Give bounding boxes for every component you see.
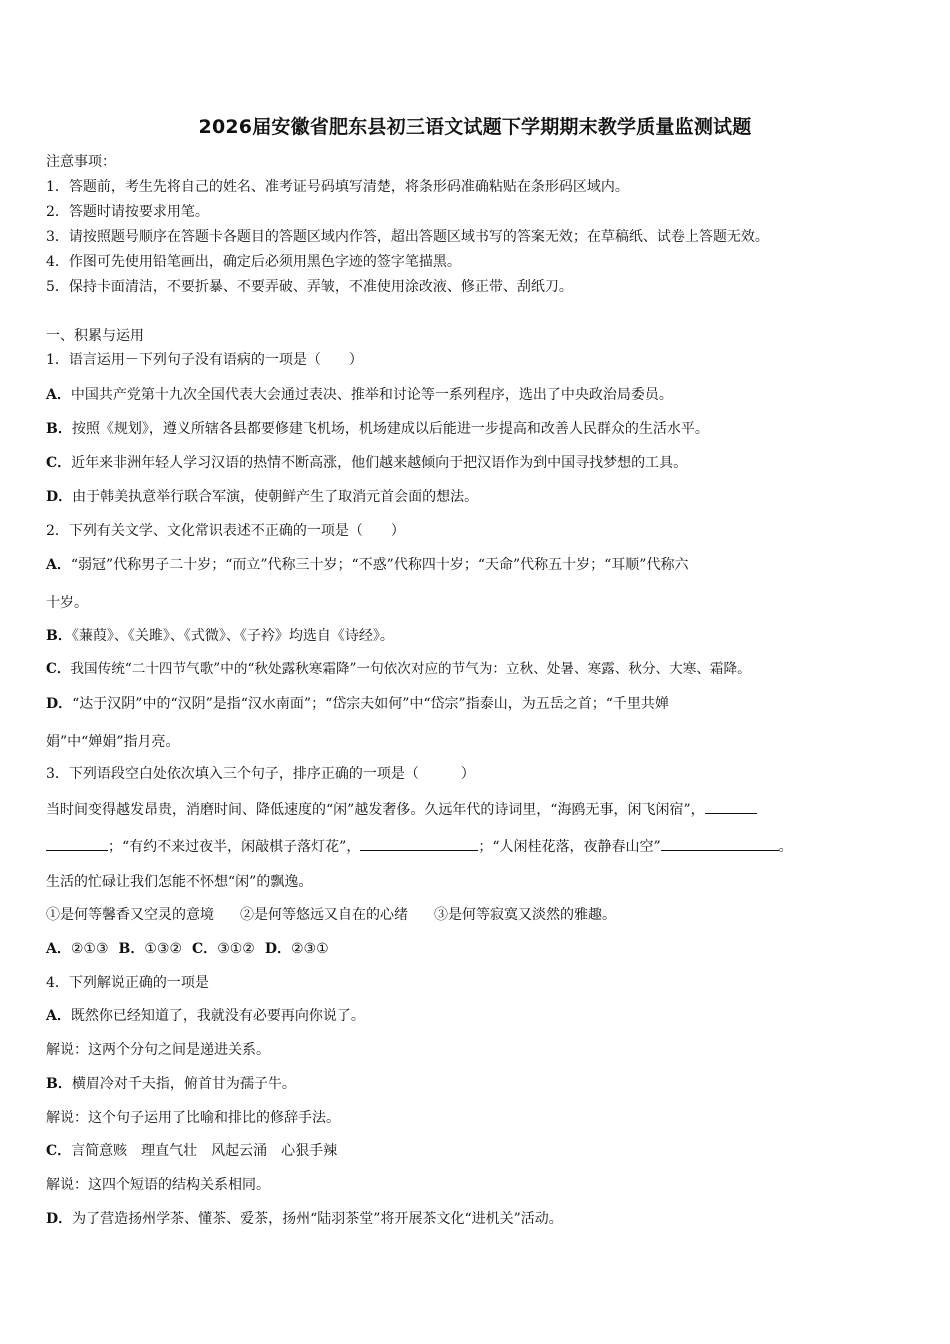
q4-note-c: 解说：这四个短语的结构关系相同。	[46, 1177, 270, 1193]
option-label: B．	[46, 628, 72, 644]
fill-blank	[360, 836, 478, 851]
option-label: C．	[192, 941, 218, 957]
q4-option-b	[46, 1075, 296, 1093]
notice-item: 1．答题前，考生先将自己的姓名、准考证号码填写清楚，将条形码准确粘贴在条形码区域内。	[46, 179, 629, 195]
q3-passage-line: 生活的忙碌让我们怎能不怀想“闲”的飘逸。	[46, 874, 313, 890]
fill-blank	[661, 836, 779, 851]
q1-option-a	[46, 386, 673, 404]
q4-option-a	[46, 1007, 365, 1025]
page-title: 2026届安徽省肥东县初三语文试题下学期期末教学质量监测试题	[198, 116, 752, 138]
q4-note-a: 解说：这两个分句之间是递进关系。	[46, 1042, 270, 1058]
q1-option-c	[46, 454, 687, 472]
q2-option-a-cont: 十岁。	[46, 595, 88, 611]
question-2-stem: 2．下列有关文学、文化常识表述不正确的一项是（ ）	[46, 523, 405, 539]
option-label: C．	[46, 661, 71, 677]
question-1-stem: 1．语言运用－下列句子没有语病的一项是（ ）	[46, 352, 363, 368]
option-label: C．	[46, 455, 72, 471]
option-label: A．	[46, 387, 71, 403]
option-text: ①③②	[144, 941, 183, 957]
option-label: D．	[264, 941, 291, 957]
option-text: 横眉冷对千夫指，俯首甘为孺子牛。	[71, 1076, 296, 1092]
option-label: B．	[46, 421, 72, 437]
option-text: “达于汉阴”中的“汉阴”是指“汉水南面”；“岱宗夫如何”中“岱宗”指泰山，为五岳之首；“千里共婵	[72, 696, 669, 712]
q4-option-d	[46, 1210, 563, 1228]
answer-choice	[192, 941, 255, 957]
q4-note-b: 解说：这个句子运用了比喻和排比的修辞手法。	[46, 1110, 340, 1126]
option-text: ③①②	[217, 941, 255, 957]
option-text: 近年来非洲年轻人学习汉语的热情不断高涨，他们越来越倾向于把汉语作为到中国寻找梦想的工具。	[71, 455, 688, 471]
notice-item: 4．作图可先使用铅笔画出，确定后必须用黑色字迹的签字笔描黑。	[46, 254, 461, 270]
sentence-option: ①是何等馨香又空灵的意境	[46, 907, 214, 923]
fill-blank	[705, 799, 757, 814]
option-label: A．	[46, 557, 71, 573]
option-text: 既然你已经知道了，我就没有必要再向你说了。	[70, 1008, 365, 1024]
q4-option-c	[46, 1142, 337, 1160]
option-label: B．	[46, 1076, 72, 1092]
option-label: B．	[118, 941, 145, 957]
passage-text: ；“人闲桂花落，夜静春山空”	[478, 839, 661, 855]
q2-option-c	[46, 660, 751, 678]
option-label: A．	[46, 941, 71, 957]
notice-item: 5．保持卡面清洁，不要折暴、不要弄破、弄皱，不准使用涂改液、修正带、刮纸刀。	[46, 279, 573, 295]
option-text: 为了营造扬州学茶、懂茶、爱茶，扬州“陆羽茶堂”将开展茶文化“进机关”活动。	[72, 1211, 563, 1227]
answer-choice	[265, 941, 329, 957]
q2-option-d-cont: 娟”中“婵娟”指月亮。	[46, 734, 180, 750]
option-text: 中国共产党第十九次全国代表大会通过表决、推举和讨论等一系列程序，选出了中央政治局委员。	[70, 387, 673, 403]
option-label: D．	[46, 489, 73, 505]
option-label: D．	[46, 1211, 73, 1227]
passage-text: 当时间变得越发昂贵，消磨时间、降低速度的“闲”越发奢侈。久远年代的诗词里，“海鸥无事，闲飞闲宿”，	[46, 802, 705, 818]
section-heading: 一、积累与运用	[46, 328, 144, 344]
option-text: “弱冠”代称男子二十岁；“而立”代称三十岁；“不惑”代称四十岁；“天命”代称五十岁；“耳顺”代称六	[70, 557, 689, 573]
option-text: ②①③	[70, 941, 109, 957]
notice-heading: 注意事项：	[46, 154, 116, 170]
sentence-option: ③是何等寂寞又淡然的雅趣。	[434, 907, 616, 923]
option-label: D．	[46, 696, 73, 712]
option-text: 按照《规划》，遵义所辖各县都要修建飞机场，机场建成以后能进一步提高和改善人民群众的生活水平。	[71, 421, 709, 437]
q3-passage-line	[46, 836, 793, 856]
option-text: 由于韩美执意举行联合军演，使朝鲜产生了取消元首会面的想法。	[72, 489, 479, 505]
q3-passage-line	[46, 799, 757, 819]
question-3-stem: 3．下列语段空白处依次填入三个句子，排序正确的一项是（ ）	[46, 766, 475, 782]
notice-item: 3．请按照题号顺序在答题卡各题目的答题区域内作答，超出答题区域书写的答案无效；在草稿纸、试卷上答题无效。	[46, 229, 769, 245]
passage-text: 。	[778, 839, 793, 855]
notice-item: 2．答题时请按要求用笔。	[46, 204, 209, 220]
passage-text: ；“有约不来过夜半，闲敲棋子落灯花”，	[108, 839, 361, 855]
q3-answer-choices	[46, 940, 339, 958]
option-text: 言简意赅 理直气壮 风起云涌 心狠手辣	[71, 1143, 338, 1159]
option-label: A．	[46, 1008, 71, 1024]
question-4-stem: 4．下列解说正确的一项是	[46, 975, 209, 991]
fill-blank	[46, 836, 108, 851]
answer-choice	[46, 941, 109, 957]
option-text: 《蒹葭》、《关雎》、《式微》、《子衿》均选自《诗经》。	[71, 628, 394, 644]
answer-choice	[119, 941, 183, 957]
q2-option-d	[46, 695, 669, 713]
sentence-option: ②是何等悠远又自在的心绪	[240, 907, 408, 923]
option-text: 我国传统“二十四节气歌”中的“秋处露秋寒霜降”一句依次对应的节气为：立秋、处暑、寒露、秋分、大寒、霜降。	[70, 661, 751, 677]
option-label: C．	[46, 1143, 72, 1159]
q1-option-b	[46, 420, 709, 438]
q2-option-a	[46, 556, 688, 574]
q3-sentence-options	[46, 906, 642, 924]
option-text: ②③①	[290, 941, 329, 957]
q2-option-b	[46, 627, 394, 645]
q1-option-d	[46, 488, 478, 506]
